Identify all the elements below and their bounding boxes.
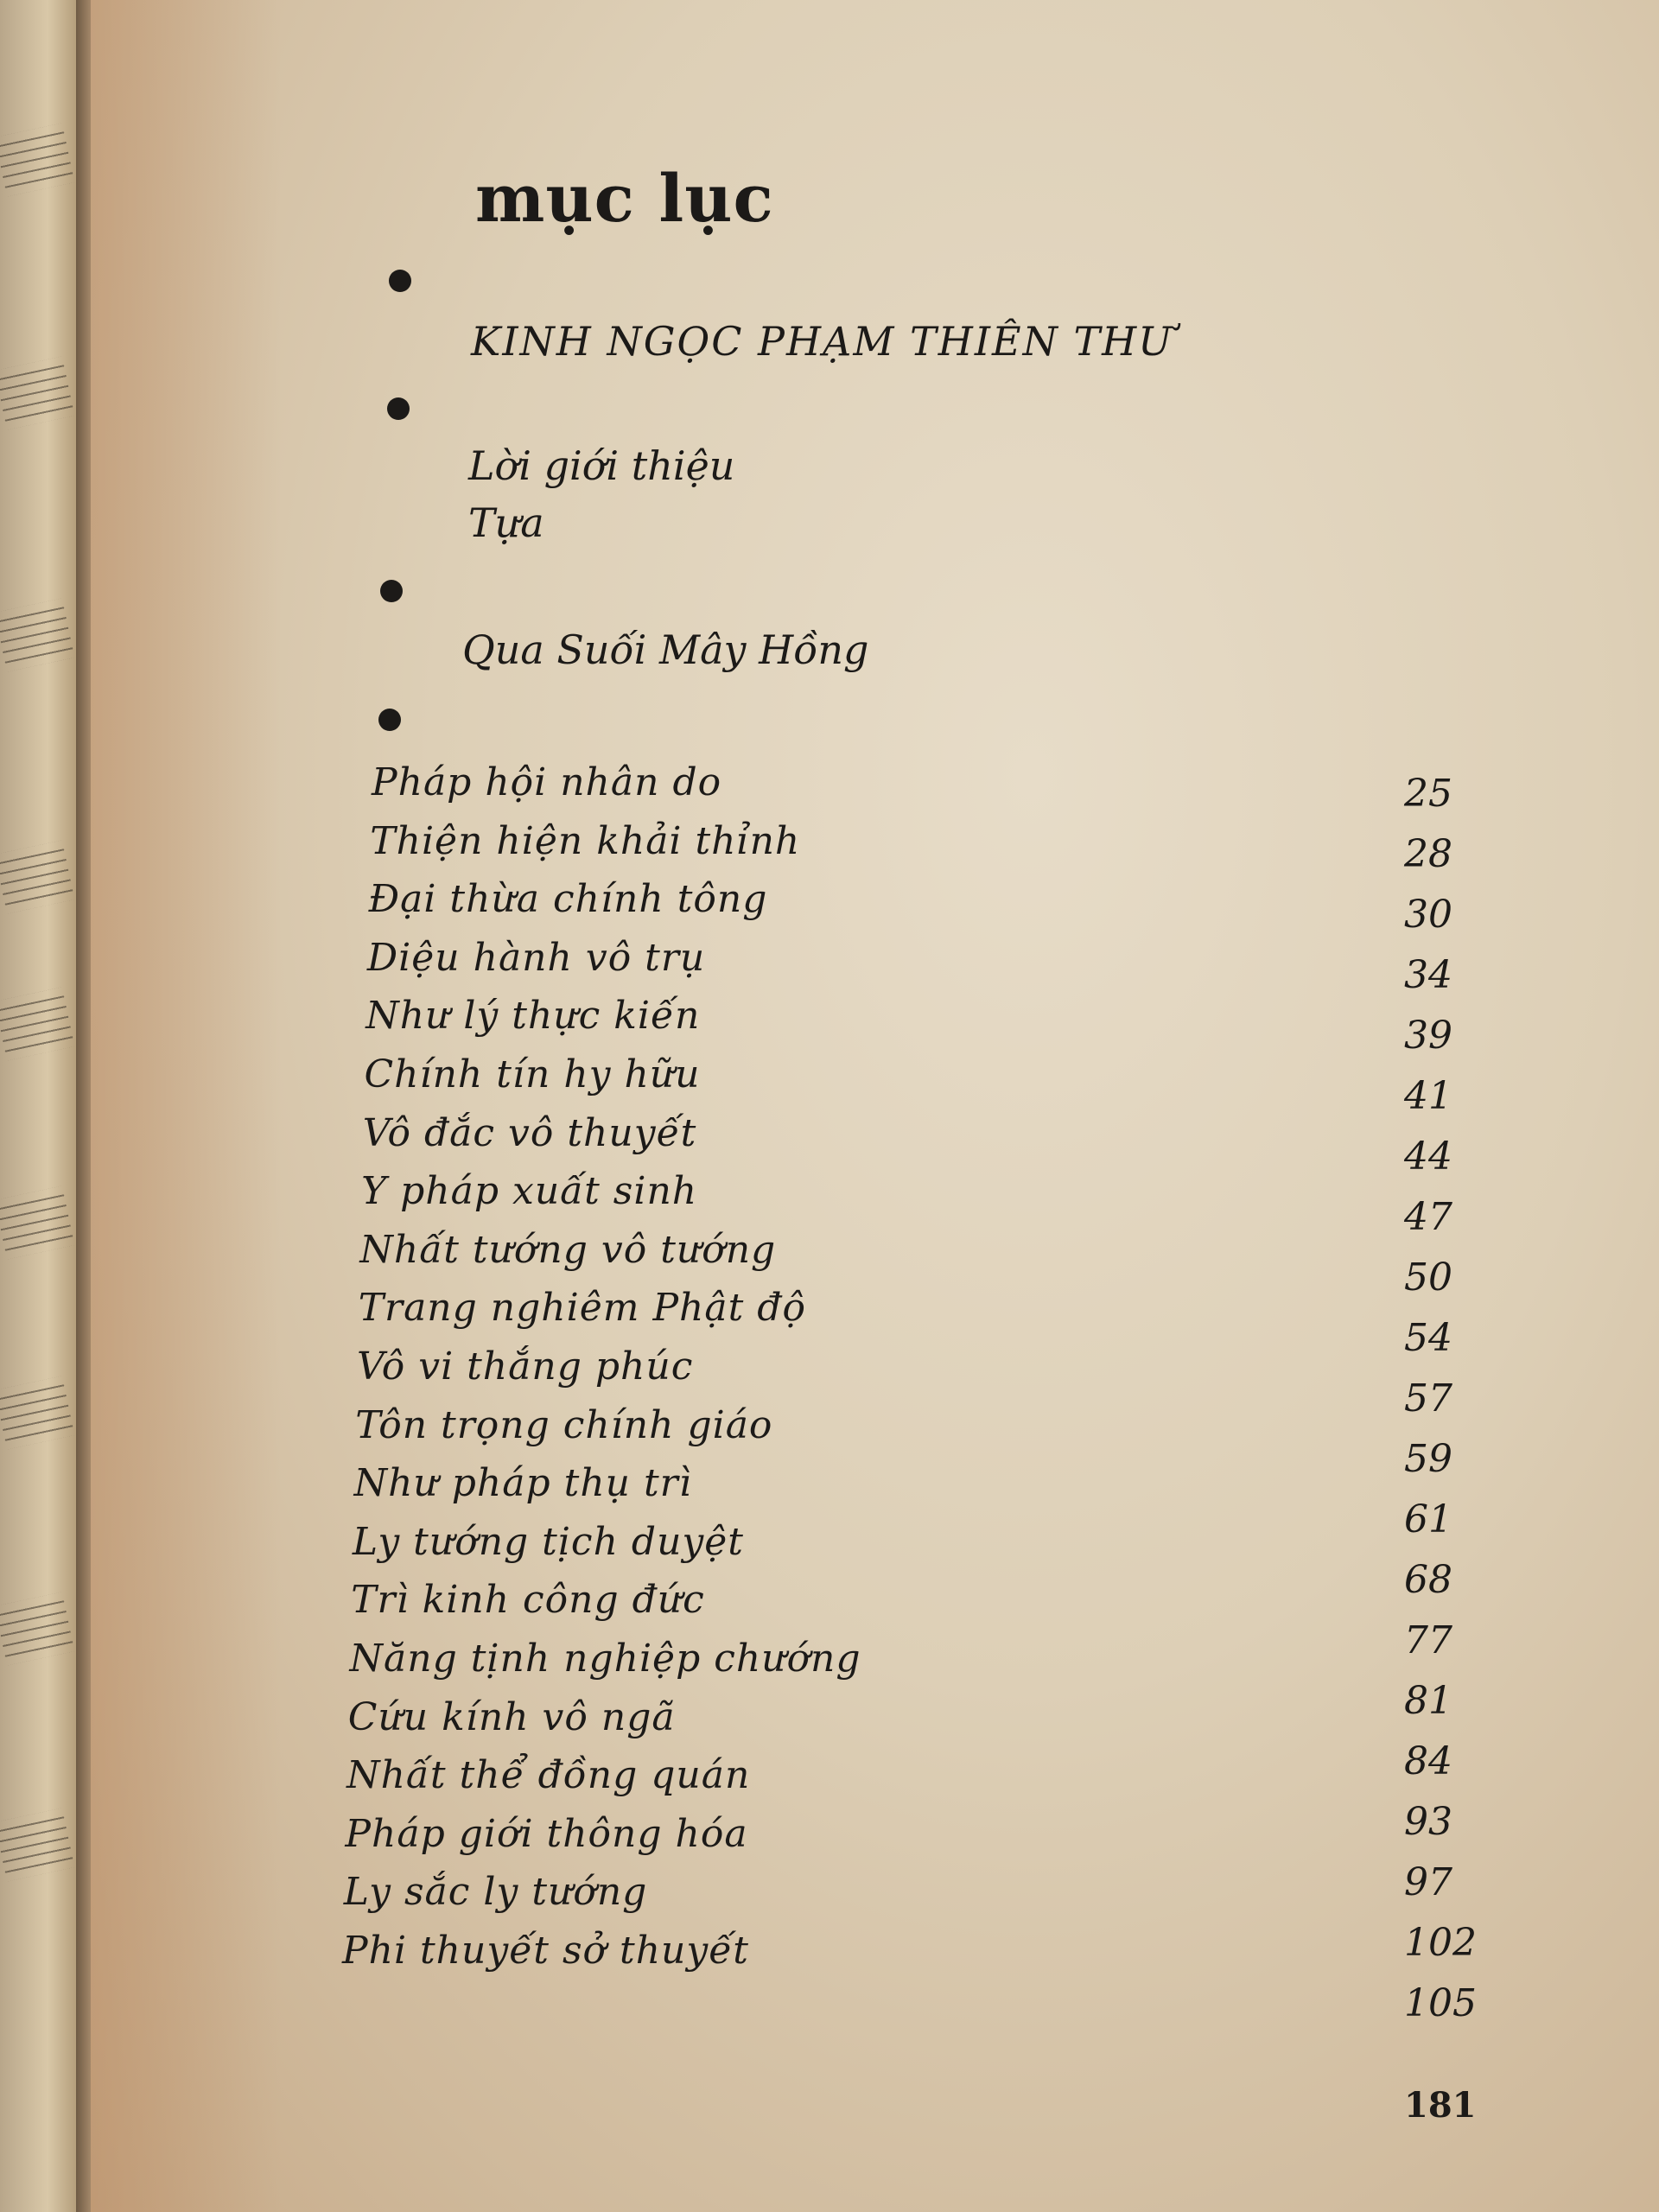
toc-entry-page: 102 [1404,1921,1477,1965]
music-staff [0,1376,74,1449]
music-staff [0,1185,74,1259]
toc-entry-page: 61 [1404,1497,1452,1541]
music-staff [0,356,74,429]
toc-entry-page: 47 [1404,1195,1452,1239]
music-staff [0,1808,74,1881]
music-staff [0,123,74,196]
contents-page [91,0,1659,2212]
page-title: mục lục [475,160,774,237]
toc-entry-page: 50 [1404,1255,1452,1300]
toc-entry-page: 25 [1404,772,1452,816]
toc-entry-title: Đại thừa chính tông [368,877,768,922]
toc-entry-title: Năng tịnh nghiệp chướng [349,1637,861,1681]
toc-entry-title: Ly tướng tịch duyệt [352,1519,744,1564]
toc-entry-page: 41 [1404,1074,1452,1118]
toc-entry-page: 105 [1404,1981,1477,2025]
toc-entry-title: Vô vi thắng phúc [357,1344,694,1389]
toc-entry-title: Thiện hiện khải thỉnh [370,818,801,863]
section-bullet [380,580,403,602]
section-bullet [378,709,401,731]
toc-entry-title: Y pháp xuất sinh [361,1169,698,1214]
toc-entry-page: 81 [1404,1679,1452,1723]
toc-entry-title: Chính tín hy hữu [364,1052,701,1096]
page-number: 181 [1404,2085,1477,2126]
toc-entry-page: 97 [1404,1860,1452,1904]
toc-entry-title: Nhất thể đồng quán [346,1753,751,1798]
music-staff [0,840,74,913]
music-staff [0,1592,74,1665]
toc-entry-title: Pháp hội nhân do [372,760,722,804]
section-title: Qua Suối Mây Hồng [462,626,869,673]
toc-entry-page: 84 [1404,1739,1452,1783]
music-staff [0,598,74,671]
toc-entry-title: Như pháp thụ trì [353,1461,692,1506]
toc-entry-page: 28 [1404,832,1452,876]
toc-entry-title: Phi thuyết sở thuyết [342,1929,749,1973]
section-bullet [389,270,411,292]
intro-item-foreword: Tựa [468,499,544,546]
toc-entry-title: Ly sắc ly tướng [343,1870,648,1915]
toc-entry-page: 93 [1404,1800,1452,1844]
toc-entry-title: Nhất tướng vô tướng [359,1227,777,1272]
toc-entry-title: Pháp giới thông hóa [345,1811,748,1856]
toc-entry-title: Tôn trọng chính giáo [355,1402,773,1447]
book-title: KINH NGỌC PHẠM THIÊN THƯ [471,318,1174,365]
toc-entry-page: 57 [1404,1376,1452,1421]
toc-entry-title: Trang nghiêm Phật độ [358,1286,806,1331]
toc-entry-title: Trì kinh công đức [351,1578,705,1623]
section-bullet [387,397,410,420]
facing-page-music-score [0,0,86,2212]
toc-entry-title: Như lý thực kiến [365,994,701,1039]
toc-entry-page: 59 [1404,1437,1452,1481]
toc-entry-title: Cứu kính vô ngã [347,1694,676,1739]
toc-entry-page: 34 [1404,953,1452,997]
toc-entry-page: 44 [1404,1135,1452,1179]
toc-entry-page: 77 [1404,1618,1452,1662]
intro-item-preface: Lời giới thiệu [468,442,735,489]
toc-entry-page: 39 [1404,1014,1452,1058]
toc-entry-title: Diệu hành vô trụ [366,935,706,980]
toc-entry-page: 68 [1404,1558,1452,1602]
toc-entry-page: 54 [1404,1316,1452,1360]
music-staff [0,987,74,1060]
toc-entry-page: 30 [1404,893,1452,937]
toc-entry-title: Vô đắc vô thuyết [362,1110,697,1155]
